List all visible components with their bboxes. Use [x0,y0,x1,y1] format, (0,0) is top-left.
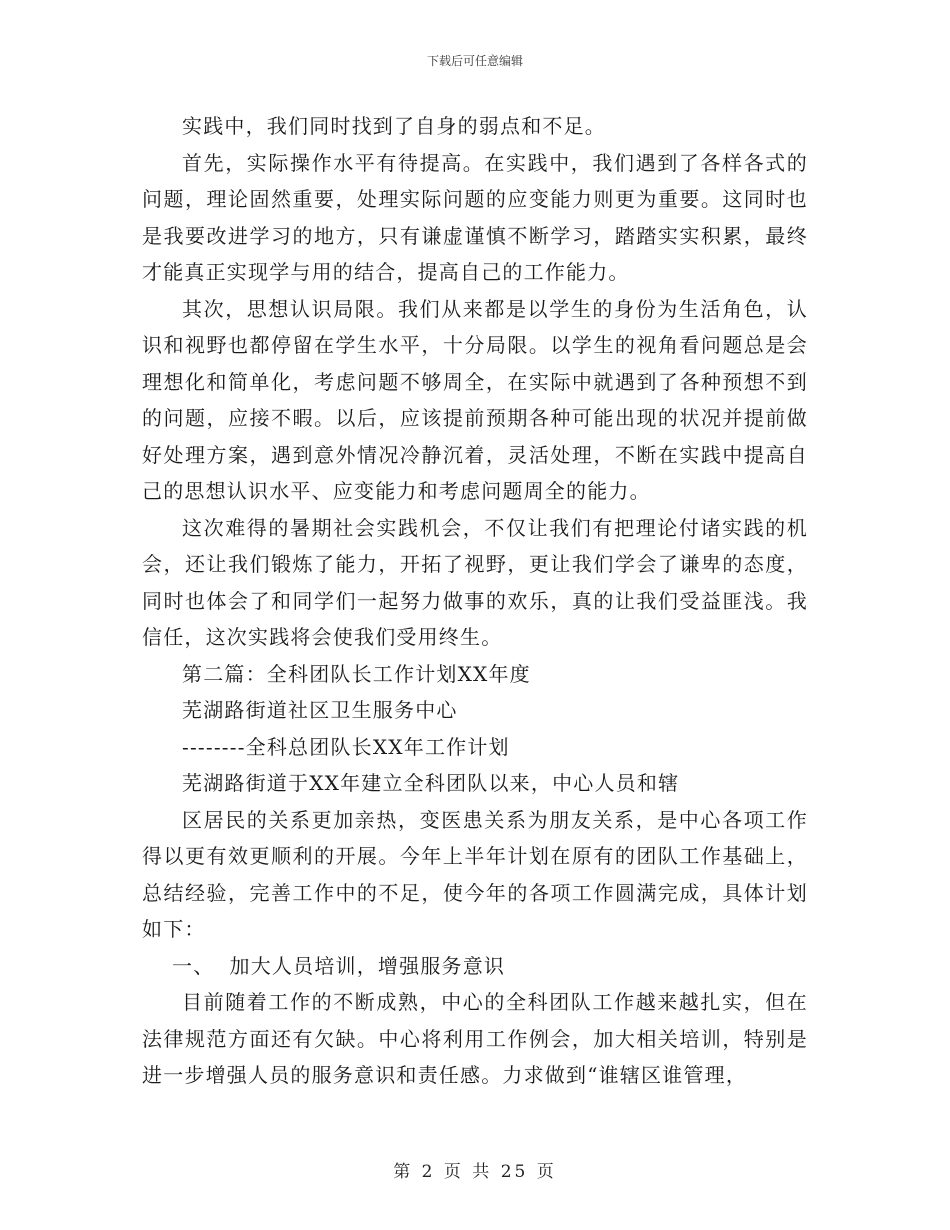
section-heading-1: 一、 加大人员培训，增强服务意识 [172,953,506,978]
document-body [142,108,808,1094]
paragraph-4: 这次难得的暑期社会实践机会，不仅让我们有把理论付诸实践的机会，还让我们锻炼了能力，开拓了视野，更让我们学会了谦卑的态度，同时也体会了和同学们一起努力做事的欢乐，真的让我们受益匪浅。我信任，这次实践将会使我们受用终生。 [142,515,808,649]
paragraph-5: 芜湖路街道于XX年建立全科团队以来，中心人员和辖 [182,771,680,795]
page-header: 下载后可任意编辑 [426,54,523,68]
paragraph-7: 目前随着工作的不断成熟，中心的全科团队工作越来越扎实，但在法律规范方面还有欠缺。中心将利用工作例会，加大相关培训，特别是进一步增强人员的服务意识和责任感。力求做到“谁辖区谁管理， [142,990,808,1087]
paragraph-6: 区居民的关系更加亲热，变医患关系为朋友关系，是中心各项工作得以更有效更顺利的开展。今年上半年计划在原有的团队工作基础上，总结经验，完善工作中的不足，使今年的各项工作圆满完成，具体计划如下： [142,807,808,941]
paragraph-1: 实践中，我们同时找到了自身的弱点和不足。 [182,114,606,138]
page-footer: 第 2 页 共 25 页 [393,1162,557,1182]
section-title: 第二篇：全科团队长工作计划XX年度 [182,661,531,686]
organization-name: 芜湖路街道社区卫生服务中心 [182,698,458,722]
paragraph-3: 其次，思想认识局限。我们从来都是以学生的身份为生活角色，认识和视野也都停留在学生水平，十分局限。以学生的视角看问题总是会理想化和简单化，考虑问题不够周全，在实际中就遇到了各种预想不到的问题，应接不暇。以后，应该提前预期各种可能出现的状况并提前做好处理方案，遇到意外情况冷静沉着，灵活处理，不断在实践中提高自己的思想认识水平、应变能力和考虑问题周全的能力。 [142,296,808,503]
paragraph-2: 首先，实际操作水平有待提高。在实践中，我们遇到了各样各式的问题，理论固然重要，处理实际问题的应变能力则更为重要。这同时也是我要改进学习的地方，只有谦虚谨慎不断学习，踏踏实实积累，最终才能真正实现学与用的结合，提高自己的工作能力。 [142,150,808,284]
plan-subtitle: --------全科总团队长XX年工作计划 [182,734,510,759]
